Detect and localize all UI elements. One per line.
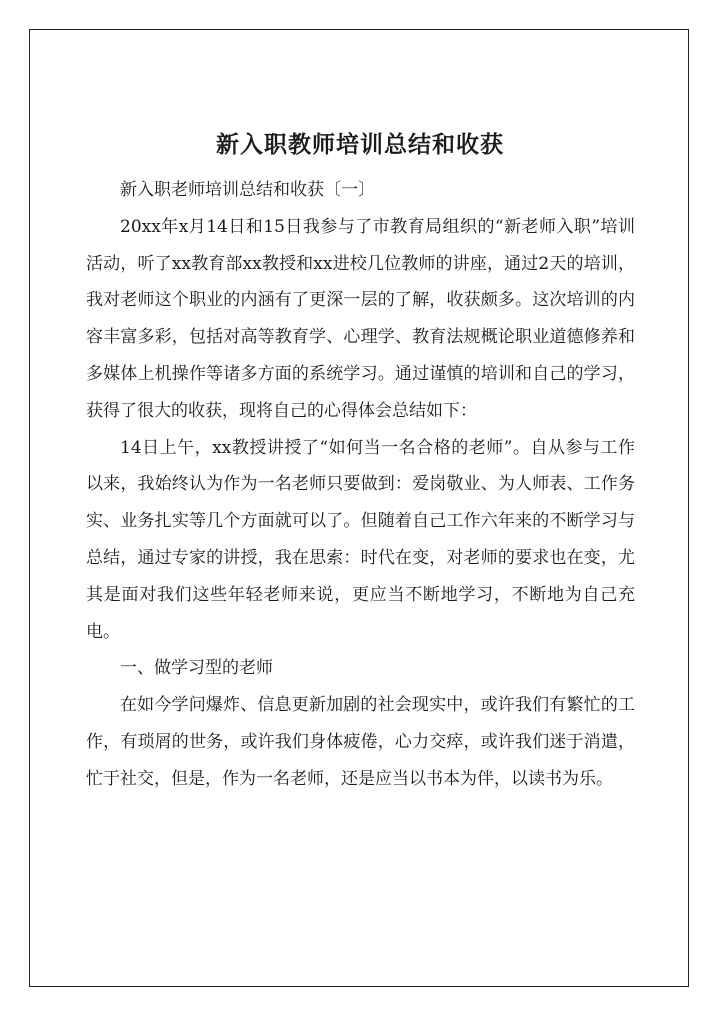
- document-title: 新入职教师培训总结和收获: [216, 131, 504, 159]
- section-heading: 一、做学习型的老师: [120, 658, 273, 679]
- document-body: [86, 172, 635, 798]
- subtitle-paragraph: 新入职老师培训总结和收获〔一〕: [120, 180, 375, 200]
- paragraph-lecture: 14日上午，xx教授讲授了“如何当一名合格的老师”。自从参与工作以来，我始终认为作为一名老师只要做到：爱岗敬业、为人师表、工作务实、业务扎实等几个方面就可以了。但随着自己工作六年来的不断学习与总结，通过专家的讲授，我在思索：时代在变，对老师的要求也在变，尤其是面对我们这些年轻老师来说，更应当不断地学习，不断地为自己充电。: [86, 437, 635, 642]
- paragraph-intro: 20xx年x月14日和15日我参与了市教育局组织的“新老师入职”培训活动，听了xx教育部xx教授和xx进校几位教师的讲座，通过2天的培训，我对老师这个职业的内涵有了更深一层的了解，收获颇多。这次培训的内容丰富多彩，包括对高等教育学、心理学、教育法规概论职业道德修养和多媒体上机操作等诸多方面的系统学习。通过谨慎的培训和自己的学习，获得了很大的收获，现将自己的心得体会总结如下：: [86, 216, 635, 421]
- paragraph-learning: 在如今学问爆炸、信息更新加剧的社会现实中，或许我们有繁忙的工作，有琐屑的世务，或许我们身体疲倦，心力交瘁，或许我们迷于消遣，忙于社交，但是，作为一名老师，还是应当以书本为伴，以读书为乐。: [86, 695, 635, 789]
